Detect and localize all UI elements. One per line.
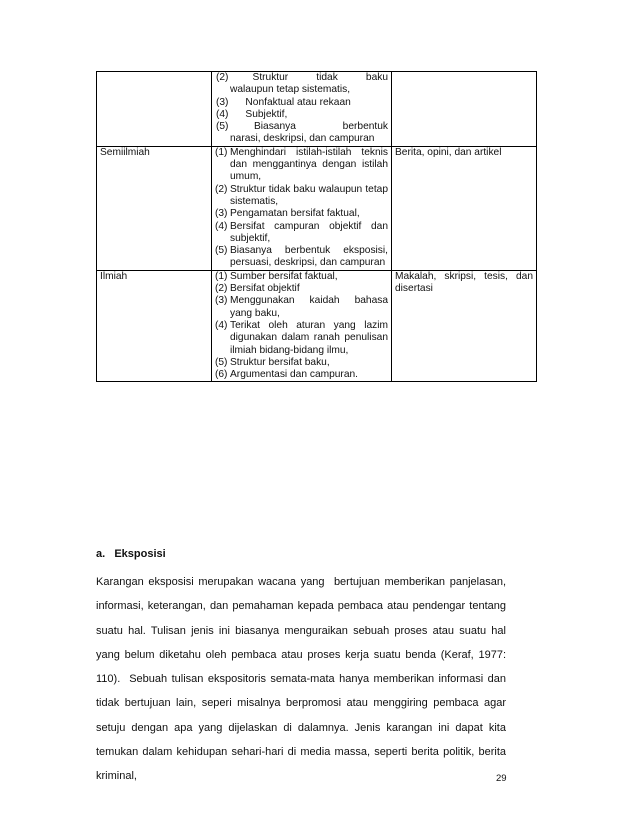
item-number: (4) <box>215 220 228 232</box>
category-cell <box>97 72 212 147</box>
item-number: (1) <box>215 146 228 158</box>
item-text: Menghindari istilah-istilah teknis dan menggantinya dengan istilah umum, <box>230 146 388 183</box>
table-row <box>97 146 537 270</box>
characteristics-list <box>215 271 388 382</box>
item-number: (2) <box>215 283 228 295</box>
examples-cell <box>392 72 537 147</box>
page-number: 29 <box>496 773 507 784</box>
characteristics-list <box>215 72 388 146</box>
list-item <box>215 295 388 320</box>
list-item <box>215 245 388 270</box>
list-item <box>215 369 388 381</box>
body-paragraph: Karangan eksposisi merupakan wacana yang bertujuan memberikan panjelasan, informasi, keterangan, dan pemahaman kepada pembaca atau pendengar tentang suatu hal. Tulisan jenis ini biasanya menguraikan sebuah proses atau suatu hal yang belum diketahu oleh pembaca atau proses kerja suatu benda (Keraf, 1977: 110). Sebuah tulisan ekspositoris semata-mata hanya memberikan informasi dan tidak bertujuan lain, seperi misalnya berpromosi atau menggiring pembaca agar setuju dengan apa yang dijelaskan di dalamnya. Jenis karangan ini dapat kita temukan dalam kehidupan sehari-hari di media massa, seperti berita politik, berita kriminal, <box>96 576 506 783</box>
text-type-table <box>96 71 537 382</box>
item-text: (4) Subjektif, <box>216 108 288 120</box>
table-row <box>97 72 537 147</box>
item-text: Biasanya berbentuk eksposisi, persuasi, deskripsi, dan campuran <box>230 245 388 269</box>
list-item <box>215 357 388 369</box>
item-text: (5) Biasanya berbentuk narasi, deskripsi, dan campuran <box>216 121 388 145</box>
item-number: (3) <box>215 208 228 220</box>
item-number: (5) <box>215 245 228 257</box>
list-item <box>215 221 388 246</box>
list-item <box>215 271 388 283</box>
item-text: Sumber bersifat faktual, <box>230 270 338 282</box>
list-item <box>215 72 388 97</box>
item-text: Struktur bersifat baku, <box>230 356 330 368</box>
examples-cell: Berita, opini, dan artikel <box>392 146 537 270</box>
item-number: (2) <box>215 183 228 195</box>
characteristics-cell <box>212 270 392 382</box>
item-text: Terikat oleh aturan yang lazim digunakan dalam ranah penulisan ilmiah bidang-bidang ilmu, <box>230 319 388 356</box>
item-number: (4) <box>215 319 228 331</box>
item-text: Struktur tidak baku walaupun tetap sistematis, <box>230 183 388 207</box>
item-number: (5) <box>215 356 228 368</box>
list-item <box>215 184 388 209</box>
characteristics-cell <box>212 146 392 270</box>
item-number: (1) <box>215 270 228 282</box>
item-text: Argumentasi dan campuran. <box>230 369 358 381</box>
list-item <box>215 109 388 121</box>
item-text: Bersifat objektif <box>230 283 300 295</box>
item-text: (2) Struktur tidak baku walaupun tetap sistematis, <box>216 72 388 96</box>
item-number: (6) <box>215 369 228 381</box>
item-text: (3) Nonfaktual atau rekaan <box>216 96 351 108</box>
item-text: Menggunakan kaidah bahasa yang baku, <box>230 295 388 319</box>
examples-cell: Makalah, skripsi, tesis, dan disertasi <box>392 270 537 382</box>
item-number: (3) <box>215 295 228 307</box>
list-item <box>215 97 388 109</box>
item-text: Bersifat campuran objektif dan subjektif, <box>230 220 388 244</box>
list-item <box>215 320 388 357</box>
list-item <box>215 121 388 146</box>
category-cell: Semiilmiah <box>97 146 212 270</box>
category-cell: Ilmiah <box>97 270 212 382</box>
characteristics-list <box>215 147 388 270</box>
table-row <box>97 270 537 382</box>
item-text: Pengamatan bersifat faktual, <box>230 208 360 220</box>
list-item <box>215 147 388 184</box>
list-item <box>215 208 388 220</box>
list-item <box>215 283 388 295</box>
characteristics-cell <box>212 72 392 147</box>
section-heading: a. Eksposisi <box>96 548 166 560</box>
